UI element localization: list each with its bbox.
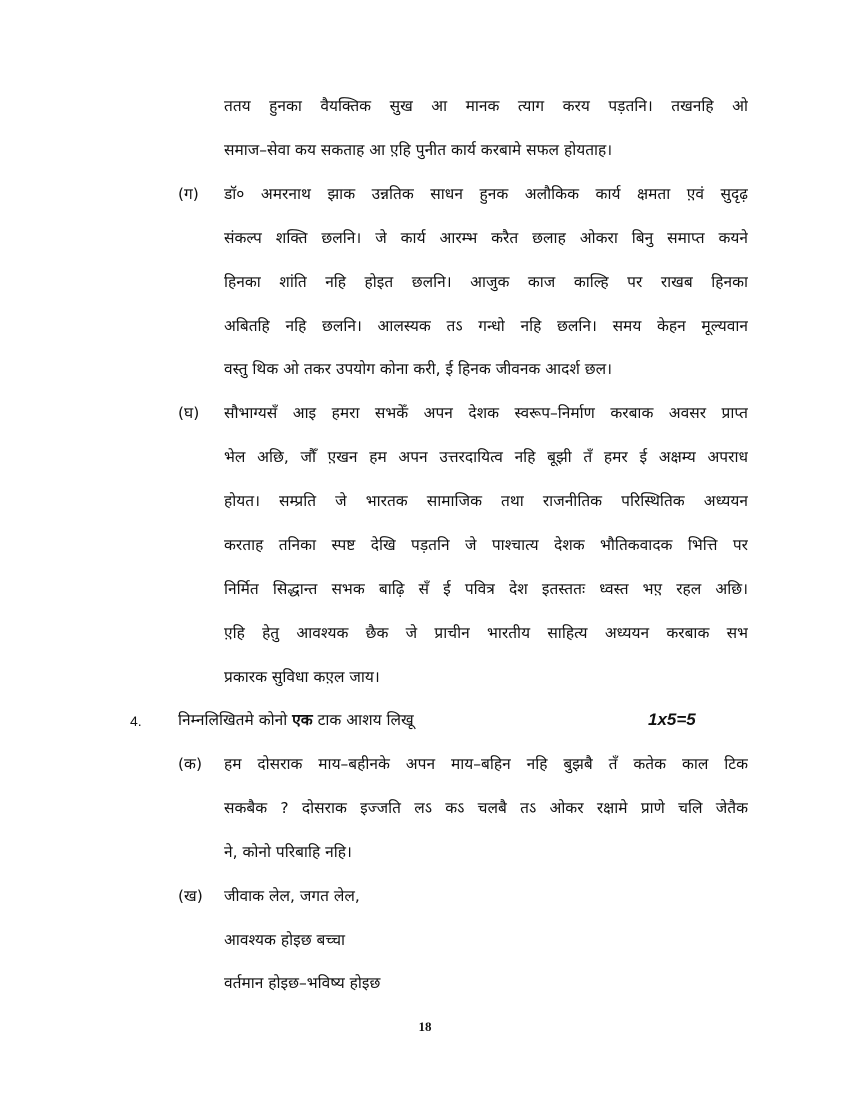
paragraph-line: करताह तनिका स्पष्ट देखि पड़तनि जे पाश्चात्य देशक भौतिकवादक भित्ति पर (224, 536, 748, 554)
item-label-ka: (क) (178, 755, 202, 773)
paragraph-line: डॉ० अमरनाथ झाक उन्नतिक साधन हुनक अलौकिक कार्य क्षमता ए़वं सुदृढ़ (224, 185, 748, 203)
paragraph-line: ततय हुनका वैयक्तिक सुख आ मानक त्याग करय पड़तनि। तखनहि ओ (224, 97, 748, 115)
paragraph-line: सौभाग्यसँ आइ हमरा सभकेँ अपन देशक स्वरूप–निर्माण करबाक अवसर प्राप्त (224, 404, 748, 422)
paragraph-line: होयत। सम्प्रति जे भारतक सामाजिक तथा राजनीतिक परिस्थितिक अध्ययन (224, 492, 748, 510)
paragraph-line: हिनका शांति नहि होइत छलनि। आजुक काज काल्हि पर राखब हिनका (224, 273, 748, 291)
paragraph-line: समाज–सेवा कय सकताह आ ए़हि पुनीत कार्य करबामे सफल होयताह। (224, 141, 613, 159)
paragraph-line: निर्मित सिद्धान्त सभक बाढ़ि सँ ई पवित्र देश इतस्ततः ध्वस्त भए़ रहल अछि। (224, 580, 748, 598)
paragraph-line: ए़हि हेतु आवश्यक छैक जे प्राचीन भारतीय साहित्य अध्ययन करबाक सभ (224, 624, 748, 642)
prompt-emphasis: एक (292, 711, 313, 729)
paragraph-line: संकल्प शक्ति छलनि। जे कार्य आरम्भ करैत छलाह ओकरा बिनु समाप्त कयने (224, 229, 748, 247)
paragraph-line: हम दोसराक माय–बहीनके अपन माय–बहिन नहि बुझबै तँ कतेक काल टिक (224, 755, 748, 773)
poem-line: जीवाक लेल, जगत लेल, (224, 887, 360, 905)
item-label-ga: (ग) (178, 185, 199, 203)
page-number: 18 (418, 1019, 432, 1034)
paragraph-line: अबितहि नहि छलनि। आलस्यक तऽ गन्धो नहि छलनि। समय केहन मूल्यवान (224, 317, 748, 335)
paragraph-line: सकबैक ? दोसराक इज्जति लऽ कऽ चलबै तऽ ओकर रक्षामे प्राणे चलि जेतैक (224, 799, 748, 817)
item-label-kha: (ख) (178, 887, 203, 905)
paragraph-line: भेल अछि, जौँ ए़खन हम अपन उत्तरदायित्व नहि बूझी तँ हमर ई अक्षम्य अपराध (224, 448, 748, 466)
paragraph-line: वस्तु थिक ओ तकर उपयोग कोना करी, ई हिनक जीवनक आदर्श छल। (224, 360, 613, 378)
question-prompt (178, 710, 414, 730)
paragraph-line: प्रकारक सुविधा कए़ल जाय। (224, 668, 380, 686)
prompt-text: टाक आशय लिखू (312, 711, 414, 729)
poem-line: आवश्यक होइछ बच्चा (224, 931, 346, 949)
question-number: 4. (130, 713, 142, 729)
prompt-text: निम्नलिखितमे कोनो (178, 711, 293, 729)
paragraph-line: ने, कोनो परिबाहि नहि। (224, 843, 352, 861)
item-label-gha: (घ) (178, 404, 200, 422)
poem-line: वर्तमान होइछ–भविष्य होइछ (224, 974, 381, 992)
question-marks: 1x5=5 (648, 710, 696, 729)
